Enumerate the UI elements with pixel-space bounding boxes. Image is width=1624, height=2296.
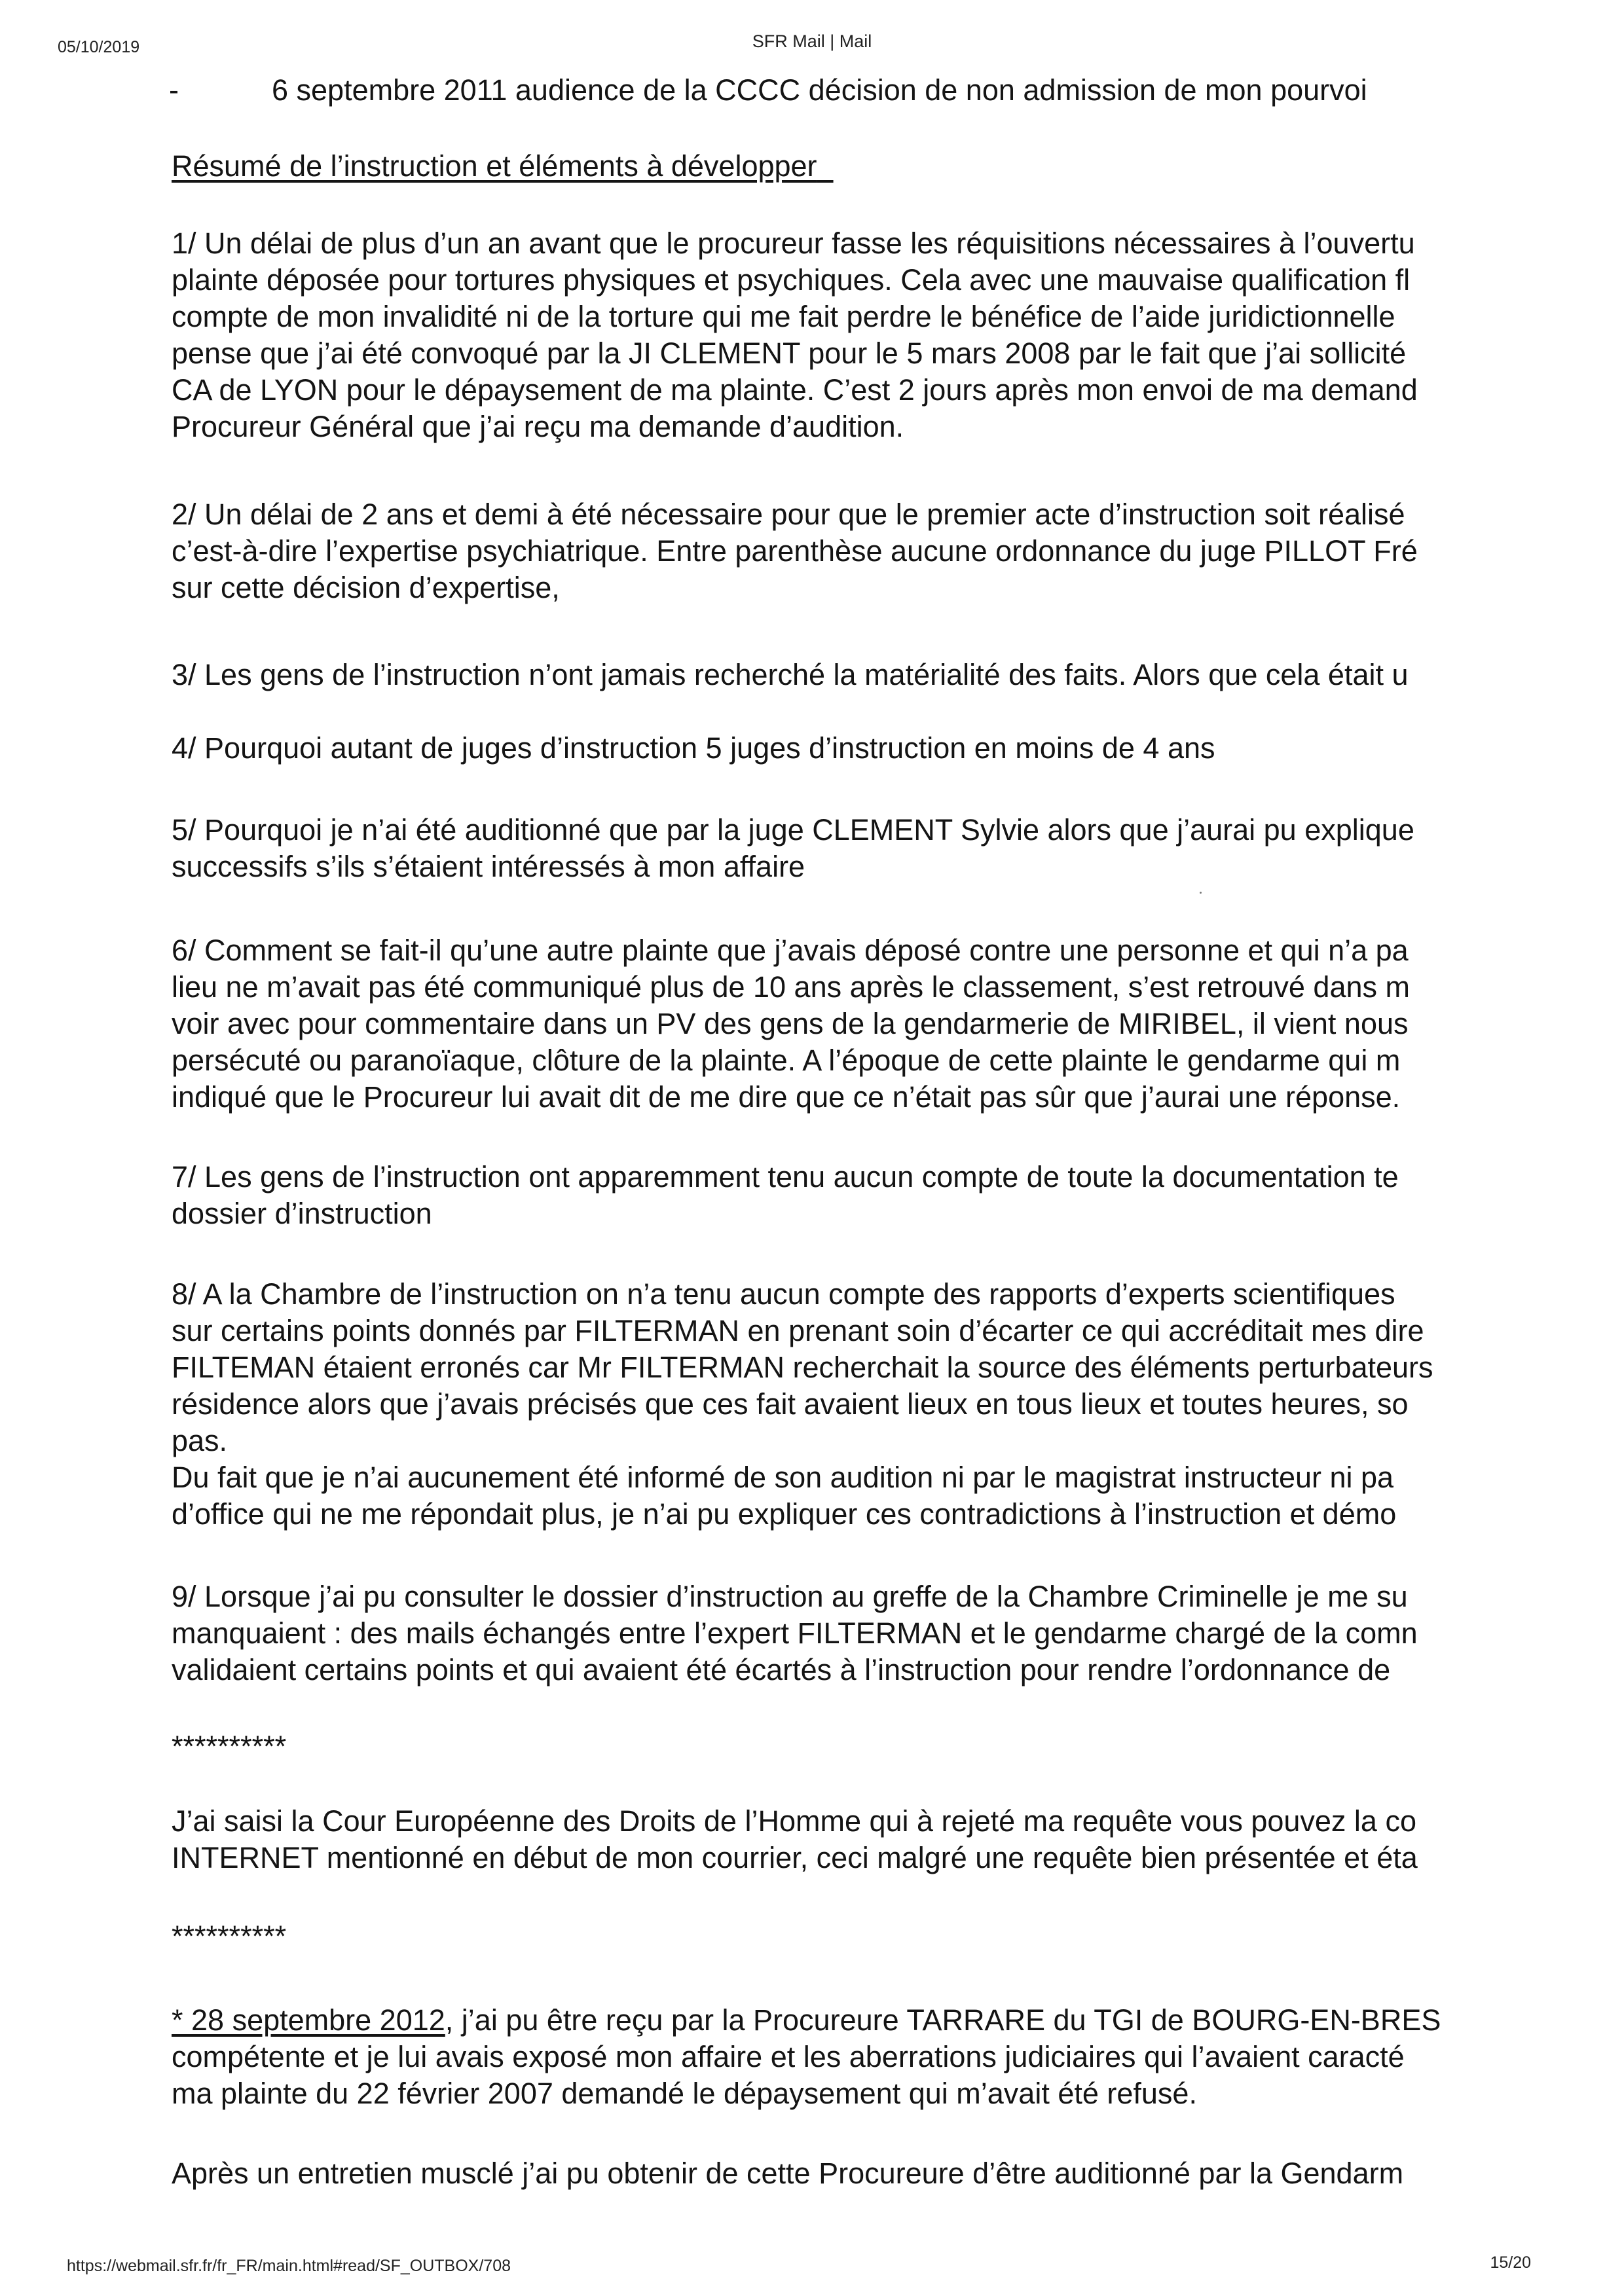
- paragraph-line: indiqué que le Procureur lui avait dit de me dire que ce n’était pas sûr que j’aurai une réponse.: [172, 1080, 1401, 1114]
- paragraph-line: compétente et je lui avais exposé mon affaire et les aberrations judiciaires qui l’avaient caracté: [172, 2040, 1405, 2073]
- paragraph-line: validaient certains points et qui avaient été écartés à l’instruction pour rendre l’ordonnance de: [172, 1653, 1391, 1686]
- paragraph-line: dossier d’instruction: [172, 1197, 432, 1230]
- paragraph-line: lieu ne m’avait pas été communiqué plus de 10 ans après le classement, s’est retrouvé dans m: [172, 970, 1410, 1004]
- scan-speck: [1200, 892, 1202, 894]
- paragraph-line: sur cette décision d’expertise,: [172, 571, 560, 604]
- paragraph-line: voir avec pour commentaire dans un PV des gens de la gendarmerie de MIRIBEL, il vient nous: [172, 1007, 1409, 1040]
- paragraph-line: 2/ Un délai de 2 ans et demi à été nécessaire pour que le premier acte d’instruction soit réalisé: [172, 498, 1405, 531]
- paragraph-line: manquaient : des mails échangés entre l’expert FILTERMAN et le gendarme chargé de la comn: [172, 1616, 1418, 1650]
- paragraph-line: sur certains points donnés par FILTERMAN en prenant soin d’écarter ce qui accréditait mes dire: [172, 1314, 1424, 1347]
- paragraph-line: pas.: [172, 1424, 228, 1457]
- paragraph-line: c’est-à-dire l’expertise psychiatrique. Entre parenthèse aucune ordonnance du juge PILLOT Fré: [172, 534, 1418, 568]
- paragraph-line: 5/ Pourquoi je n’ai été auditionné que par la juge CLEMENT Sylvie alors que j’aurai pu explique: [172, 813, 1414, 847]
- paragraph-line: FILTEMAN étaient erronés car Mr FILTERMAN recherchait la source des éléments perturbateurs: [172, 1351, 1433, 1384]
- asterisk-separator: **********: [172, 1730, 287, 1763]
- paragraph-line: Après un entretien musclé j’ai pu obtenir de cette Procureure d’être auditionné par la Gendarm: [172, 2157, 1404, 2190]
- paragraph-line: ma plainte du 22 février 2007 demandé le dépaysement qui m’avait été refusé.: [172, 2077, 1197, 2110]
- paragraph-line: J’ai saisi la Cour Européenne des Droits de l’Homme qui à rejeté ma requête vous pouvez la co: [172, 1804, 1416, 1838]
- paragraph-line: 1/ Un délai de plus d’un an avant que le procureur fasse les réquisitions nécessaires à l’ouvertu: [172, 227, 1415, 260]
- paragraph-line: 4/ Pourquoi autant de juges d’instruction 5 juges d’instruction en moins de 4 ans: [172, 731, 1215, 765]
- paragraph-line: successifs s’ils s’étaient intéressés à mon affaire: [172, 850, 805, 883]
- paragraph-line: 9/ Lorsque j’ai pu consulter le dossier d’instruction au greffe de la Chambre Criminelle je me su: [172, 1580, 1408, 1613]
- asterisk-separator: **********: [172, 1920, 287, 1953]
- paragraph-line: compte de mon invalidité ni de la torture qui me fait perdre le bénéfice de l’aide juridictionnelle: [172, 300, 1395, 333]
- print-page-number: 15/20: [1490, 2253, 1531, 2272]
- paragraph-line: INTERNET mentionné en début de mon courrier, ceci malgré une requête bien présentée et éta: [172, 1841, 1418, 1874]
- hearing-line: [169, 72, 1367, 109]
- paragraph-line: 6/ Comment se fait-il qu’une autre plainte que j’avais déposé contre une personne et qui n’a pa: [172, 934, 1409, 967]
- print-url: https://webmail.sfr.fr/fr_FR/main.html#read/SF_OUTBOX/708: [67, 2257, 511, 2275]
- paragraph-line: Procureur Général que j’ai reçu ma demande d’audition.: [172, 410, 904, 443]
- paragraph-line: pense que j’ai été convoqué par la JI CLEMENT pour le 5 mars 2008 par le fait que j’ai sollicité: [172, 337, 1407, 370]
- section-heading-text: Résumé de l’instruction et éléments à développer: [172, 149, 817, 183]
- paragraph-line: plainte déposée pour tortures physiques et psychiques. Cela avec une mauvaise qualification fl: [172, 263, 1411, 297]
- section-heading: [172, 148, 826, 185]
- paragraph-line: CA de LYON pour le dépaysement de ma plainte. C’est 2 jours après mon envoi de ma demand: [172, 373, 1418, 407]
- paragraph-line: 3/ Les gens de l’instruction n’ont jamais recherché la matérialité des faits. Alors que cela était u: [172, 658, 1409, 691]
- paragraph-line: d’office qui ne me répondait plus, je n’ai pu expliquer ces contradictions à l’instruction et démo: [172, 1497, 1397, 1531]
- print-date: 05/10/2019: [58, 38, 140, 56]
- dated-entry-text: , j’ai pu être reçu par la Procureure TARRARE du TGI de BOURG-EN-BRES: [445, 2003, 1441, 2037]
- hearing-text: 6 septembre 2011 audience de la CCCC décision de non admission de mon pourvoi: [272, 73, 1367, 107]
- bullet-dash: -: [169, 73, 179, 107]
- paragraph-line: [172, 2002, 1441, 2039]
- print-title: SFR Mail | Mail: [752, 31, 872, 51]
- paragraph-line: 7/ Les gens de l’instruction ont apparemment tenu aucun compte de toute la documentation te: [172, 1160, 1399, 1194]
- paragraph-line: Du fait que je n’ai aucunement été informé de son audition ni par le magistrat instructeur ni pa: [172, 1461, 1394, 1494]
- dated-entry-date: * 28 septembre 2012: [172, 2003, 445, 2037]
- paragraph-line: 8/ A la Chambre de l’instruction on n’a tenu aucun compte des rapports d’experts scientifiques: [172, 1277, 1395, 1311]
- paragraph-line: persécuté ou paranoïaque, clôture de la plainte. A l’époque de cette plainte le gendarme qui m: [172, 1044, 1401, 1077]
- paragraph-line: résidence alors que j’avais précisés que ces fait avaient lieux en tous lieux et toutes heures, so: [172, 1387, 1409, 1421]
